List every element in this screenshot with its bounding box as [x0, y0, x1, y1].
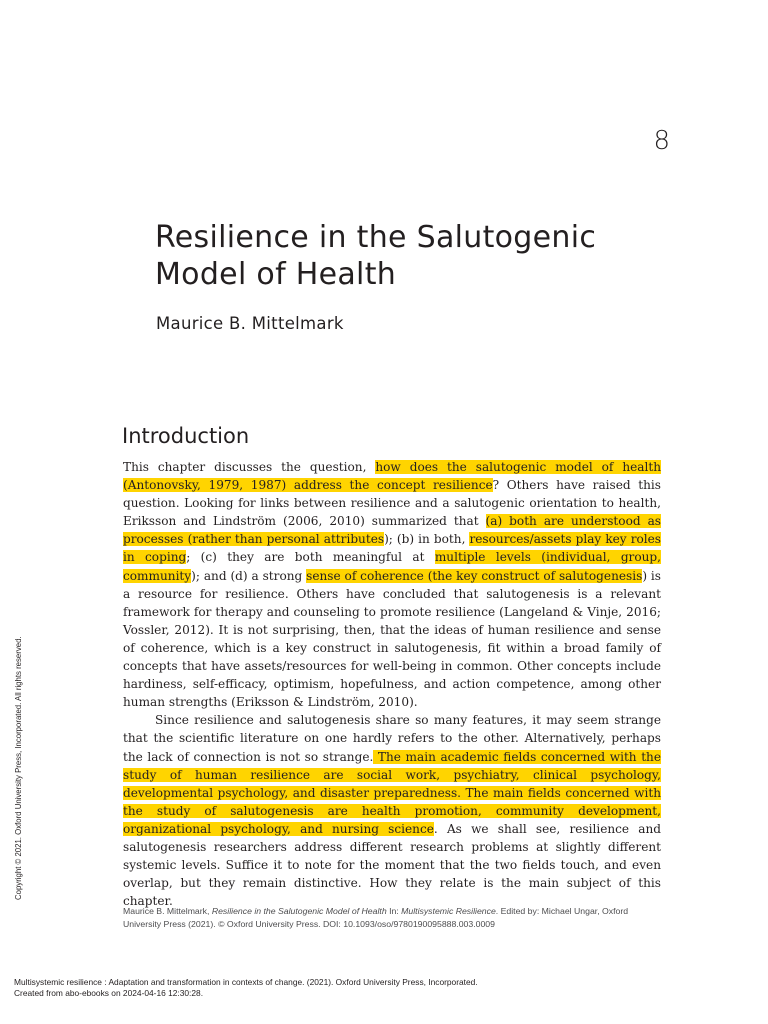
citation-author: Maurice B. Mittelmark, — [123, 906, 212, 916]
chapter-author: Maurice B. Mittelmark — [156, 314, 344, 333]
chapter-number: 8 — [653, 126, 670, 156]
highlighted-text: sense of coherence (the key construct of salutogenesis — [306, 568, 643, 583]
citation-in: In: — [386, 906, 402, 916]
chapter-title-line-1: Resilience in the Salutogenic — [155, 220, 597, 255]
citation-footnote — [123, 905, 663, 931]
text-run: ; (c) they are both meaningful at — [186, 550, 435, 565]
chapter-title-line-2: Model of Health — [155, 257, 397, 292]
section-heading: Introduction — [122, 424, 250, 448]
text-run: This chapter discusses the question, — [123, 460, 376, 474]
text-run: ); and (d) a strong — [191, 568, 307, 583]
text-run: Since resilience and salutogenesis share so many features, it may seem strange that the scientific literature on one hardly refers to the other. Alternatively, perhaps the lack of connection is not so strange. — [123, 713, 661, 764]
highlighted-text: multiple levels (individual, group, community — [123, 550, 661, 583]
text-run: ? Others have raised this question. Looking for links between resilience and a salutogenic orientation to health, Eriksson and Lindström (2006, 2010) summarized that — [123, 478, 662, 529]
highlighted-text: resources/assets play key roles in coping — [123, 532, 661, 565]
chapter-title — [155, 219, 675, 293]
body-paragraph — [123, 458, 661, 711]
citation-chapter-title: Resilience in the Salutogenic Model of Health — [211, 906, 387, 916]
highlighted-text: (a) both are understood as processes (rather than personal attributes — [123, 514, 661, 547]
text-run: ); (b) in both, — [384, 532, 470, 547]
highlighted-text: how does the salutogenic model of health (Antonovsky, 1979, 1987) address the concept resilience — [123, 460, 661, 493]
text-run: . As we shall see, resilience and salutogenesis researchers address different research problems at slightly different systemic levels. Suffice it to note for the moment that the two fields touch, and even overlap, but they remain distinctive. How they relate is the main subject of this chapter. — [123, 821, 661, 909]
citation-book-title: Multisystemic Resilience — [401, 906, 496, 916]
text-run: ) is a resource for resilience. Others have concluded that salutogenesis is a relevant framework for therapy and counseling to promote resilience (Langeland & Vinje, 2016; Vossler, 2012). It is not surprising, then, that the ideas of human resilience and sense of coherence, which is a key construct in salutogenesis, fit within a broad family of concepts that have assets/resources for well-being in common. Other concepts include hardiness, self-efficacy, optimism, hopefulness, and action competence, among other human strengths (Eriksson & Lindström, 2010). — [123, 568, 661, 710]
body-text — [123, 458, 661, 910]
highlighted-text: The main academic fields concerned with the study of human resilience are social work, psychiatry, clinical psychology, developmental psychology, and disaster preparedness. The main fields concerned with the study of salutogenesis are health promotion, community development, organizational psychology, and nursing science — [123, 749, 661, 836]
source-line-1: Multisystemic resilience : Adaptation and transformation in contexts of change. (2021). Oxford University Press, Incorporated. — [14, 977, 478, 987]
side-copyright-notice: Copyright © 2021. Oxford University Press, Incorporated. All rights reserved. — [14, 636, 23, 900]
source-line-2: Created from abo-ebooks on 2024-04-16 12:30:28. — [14, 988, 204, 998]
source-footer — [14, 977, 478, 999]
citation-details: . Edited by: Michael Ungar, Oxford University Press (2021). © Oxford University Press. DOI: 10.1093/oso/9780190095888.003.0009 — [123, 906, 629, 929]
body-paragraph — [123, 711, 661, 910]
